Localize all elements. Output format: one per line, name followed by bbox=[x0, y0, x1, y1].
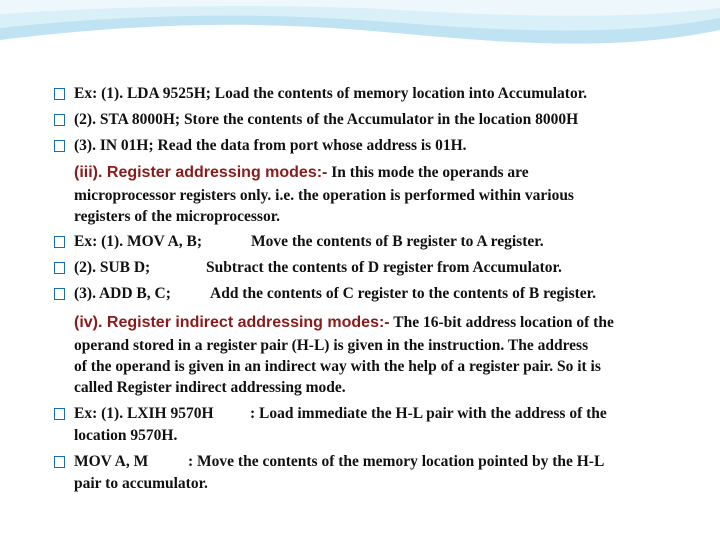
example-code: (3). ADD B, C; bbox=[74, 285, 171, 302]
section-heading-iv bbox=[74, 314, 614, 332]
example-code: Ex: (1). LXIH 9570H bbox=[74, 405, 214, 422]
example-desc: Subtract the contents of D register from Accumulator. bbox=[206, 259, 562, 276]
example-desc: : Move the contents of the memory location pointed by the H-L bbox=[188, 453, 605, 470]
heading-label: (iii). Register addressing modes:- bbox=[74, 164, 328, 181]
bullet-icon bbox=[54, 114, 65, 126]
bullet-icon bbox=[54, 140, 65, 152]
bullet-icon bbox=[54, 236, 65, 248]
example-code: (2). SUB D; bbox=[74, 259, 151, 276]
bullet-icon bbox=[54, 88, 65, 100]
bullet-icon bbox=[54, 262, 65, 274]
header-wave-decoration bbox=[0, 0, 720, 70]
heading-label: (iv). Register indirect addressing modes:- bbox=[74, 314, 390, 331]
bullet-icon bbox=[54, 288, 65, 300]
paragraph-line: microprocessor registers only. i.e. the operation is performed within various bbox=[74, 187, 574, 204]
example-line: Ex: (1). LDA 9525H; Load the contents of memory location into Accumulator. bbox=[74, 85, 588, 102]
example-line: (3). IN 01H; Read the data from port whose address is 01H. bbox=[74, 137, 467, 154]
paragraph-line: called Register indirect addressing mode. bbox=[74, 379, 346, 396]
example-line: (2). STA 8000H; Store the contents of the Accumulator in the location 8000H bbox=[74, 111, 579, 128]
example-desc: Move the contents of B register to A register. bbox=[251, 233, 544, 250]
paragraph-line: pair to accumulator. bbox=[74, 475, 208, 492]
heading-text: The 16-bit address location of the bbox=[393, 314, 614, 331]
example-code: Ex: (1). MOV A, B; bbox=[74, 233, 203, 250]
bullet-icon bbox=[54, 456, 65, 468]
example-code: MOV A, M bbox=[74, 453, 149, 470]
paragraph-line: operand stored in a register pair (H-L) is given in the instruction. The address bbox=[74, 337, 589, 354]
section-heading-iii bbox=[74, 164, 529, 182]
paragraph-line: location 9570H. bbox=[74, 427, 178, 444]
bullet-icon bbox=[54, 408, 65, 420]
example-desc: : Load immediate the H-L pair with the address of the bbox=[250, 405, 607, 422]
paragraph-line: of the operand is given in an indirect way with the help of a register pair. So it is bbox=[74, 358, 601, 375]
paragraph-line: registers of the microprocessor. bbox=[74, 208, 281, 225]
heading-text: In this mode the operands are bbox=[331, 164, 529, 181]
example-desc: Add the contents of C register to the contents of B register. bbox=[210, 285, 597, 302]
